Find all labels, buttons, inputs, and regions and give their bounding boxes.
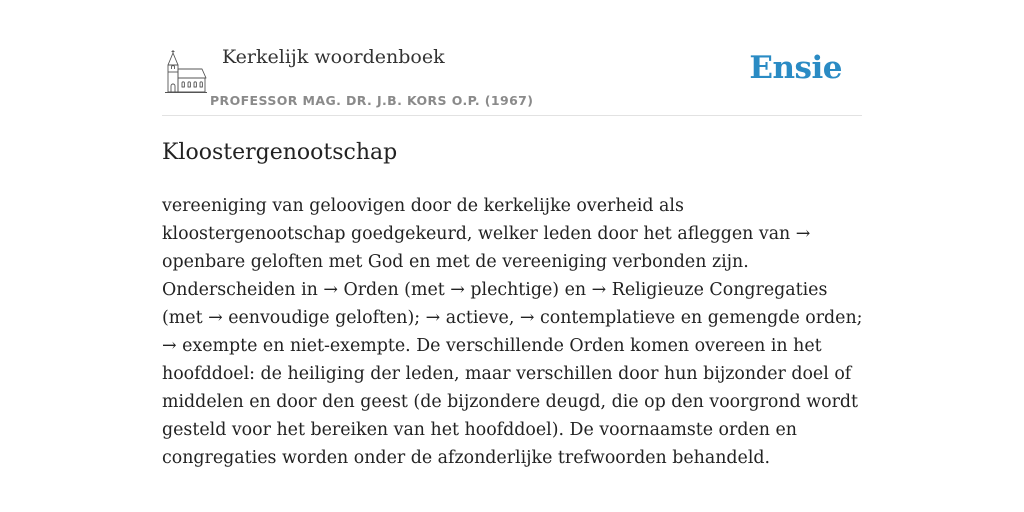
book-author: PROFESSOR MAG. DR. J.B. KORS O.P. (1967)	[210, 93, 534, 108]
entry-title: Kloostergenootschap	[162, 140, 398, 165]
entry-text	[162, 192, 870, 472]
entry-text-segment: vereeniging van geloovigen door de kerkelijke overheid als kloostergenootschap goedgekeurd, welker leden door het afleggen van	[162, 196, 796, 244]
xref-link-actieve[interactable]: → actieve	[425, 308, 509, 328]
entry-text-segment: (met	[398, 280, 451, 300]
xref-link-exempte[interactable]: → exempte	[162, 336, 258, 356]
entry-text-segment: ,	[508, 308, 520, 328]
entry-text-segment: en gemengde orden;	[675, 308, 863, 328]
xref-link-orden[interactable]: → Orden	[323, 280, 399, 300]
entry-text-segment: );	[407, 308, 426, 328]
book-title[interactable]: Kerkelijk woordenboek	[222, 46, 445, 68]
entry-text-segment: en niet-exempte. De verschillende Orden komen overeen in het hoofddoel: de heiliging der leden, maar verschillen door hun bijzonder doel of middelen en door den geest (de bijzondere deugd, die op den voorgrond wordt gesteld voor het bereiken van het hoofddoel). De voornaamste orden en congregaties worden onder de afzonderlijke trefwoorden behandeld.	[162, 336, 859, 468]
ensie-logo-link[interactable]: Ensie	[749, 50, 842, 86]
xref-link-contemplatieve[interactable]: → contemplatieve	[519, 308, 676, 328]
entry-text-segment: ) en	[552, 280, 592, 300]
page-header	[162, 40, 862, 116]
entry-text-segment: met God en met de vereeniging verbonden zijn. Onderscheiden in	[162, 252, 749, 300]
church-icon	[165, 48, 207, 94]
entry-text-segment: (met	[162, 308, 209, 328]
xref-link-plechtige[interactable]: → plechtige	[450, 280, 553, 300]
xref-link-eenvoudige-geloften[interactable]: → eenvoudige geloften	[208, 308, 408, 328]
xref-link-religieuze-congregaties[interactable]: → Religieuze Congregaties	[591, 280, 828, 300]
xref-link-openbare-geloften[interactable]: → openbare geloften	[162, 224, 811, 272]
